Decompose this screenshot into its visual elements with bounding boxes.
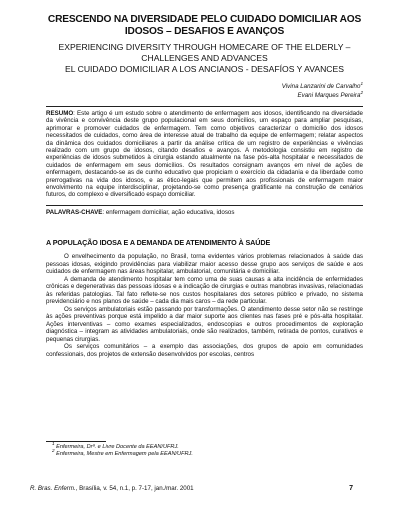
keywords-text: : enfermagem domiciliar, ação educativa, idosos xyxy=(102,208,235,216)
page-number: 7 xyxy=(349,485,353,492)
keywords xyxy=(46,209,363,216)
footnote-rule xyxy=(46,441,106,442)
author-block xyxy=(46,82,363,100)
abstract xyxy=(46,110,363,199)
abstract-label: RESUMO xyxy=(46,110,74,117)
body-paragraph: O envelhecimento da população, no Brasil, torna evidentes vários problemas relacionados à saúde das pessoas idosas, exigindo providências para viabilizar maior acesso desse grupo aos serviços de saúde e aos cuidados de enfermagem nas áreas hospitalar, ambulatorial, comunitária e domiciliar. xyxy=(46,253,363,276)
title-english-line2: CHALLENGES AND ADVANCES xyxy=(141,53,268,63)
citation-details: , Brasília, v. 54, n.1, p. 7-17, jan./mar. 2001 xyxy=(75,485,194,492)
keywords-label: PALAVRAS-CHAVE xyxy=(46,208,103,216)
author-2-mark: 2 xyxy=(360,89,363,95)
body-paragraph: Os serviços ambulatoriais estão passando por transformações. O atendimento desse setor não se restringe às ações preventivas porque está impelido a dar maior suporte aos clientes nas fases pré e pós-alta hospitalar. Ações interventivas – como exames especializados, endoscopias e outros procedimentos de exploração diagnóstica – integram as atividades ambulatoriais, onde são realizados, também, retirada de pontos, curativos e pequenas cirurgias. xyxy=(46,305,363,343)
footnote-2: $^2$ Enfermeira, Mestre em Enfermagem pela EEAN/UFRJ. xyxy=(52,448,193,457)
body-paragraph: A demanda de atendimento hospitalar tem como uma de suas causas a alta incidência de enfermidades crônicas e degenerativas das pessoas idosas e a indicação de cirurgias e outras manobras invasivas, relacionadas às referidas patologias. Tal fato reflete-se nos custos hospitalares dos setores público e privado, no sistema previdenciário e nos planos de saúde – cada dia mais caros – da rede particular. xyxy=(46,275,363,306)
abstract-text: : Este artigo é um estudo sobre o atendimento de enfermagem aos idosos, identificando na diversidade da vivência e convivência deste grupo populacional em seus domicílios, um espaço para ampliar pesquisas, aprimorar e promover cuidados de enfermagem. Tem como objetivos caracterizar o domicílio dos idosos necessitados de cuidados, como área de interesse atual de trabalho da equipe de enfermagem; relatar aspectos da dinâmica dos cuidados domiciliares a partir da análise crítica de um registro de experiências e vivências realizado com um grupo de idosos, citando desafios e avanços. A metodologia consistiu em registro de experiências de idosos submetidos à cirurgia estando atualmente na fase pós-alta hospitalar e necessitados de cuidados de enfermagem em seus domicílios. Os resultados consignam avanços em nível de ações de enfermagem, destacando-se as de cunho educativo que propiciam o exercício da cidadania e da liberdade como prerrogativas na vida dos idosos, e as ético-legais que permitem aos profissionais de enfermagem maior envolvimento na equipe interdisciplinar, projetando-se como presença gratificante na construção de cenários futuros, do complexo e diversificado espaço domiciliar. xyxy=(46,110,363,199)
journal-citation: R. Bras. Enferm. xyxy=(30,485,76,492)
footnote-1: $^1$ Enfermeira, Drª. e Livre Docente da EEAN/UFRJ. xyxy=(52,441,179,450)
body-paragraph: Os serviços comunitários – a exemplo das associações, dos grupos de apoio em comunidades confessionais, dos projetos de extensão desenvolvidos por escolas, centros xyxy=(46,343,363,358)
title-spanish: EL CUIDADO DOMICILIAR A LOS ANCIANOS - DESAFÍOS Y AVANCES xyxy=(65,64,344,74)
title-english-line1: EXPERIENCING DIVERSITY THROUGH HOMECARE OF THE ELDERLY – xyxy=(58,42,351,52)
author-1: Vivina Lanzarini de Carvalho$^1$ xyxy=(281,80,363,90)
abstract-top-rule xyxy=(46,106,363,107)
page-footer xyxy=(30,485,353,493)
author-2: Evani Marques Pereira$^2$ xyxy=(297,89,363,99)
section-title: A POPULAÇÃO IDOSA E A DEMANDA DE ATENDIMENTO À SAÚDE xyxy=(46,238,271,248)
title-portuguese: CRESCENDO NA DIVERSIDADE PELO CUIDADO DOMICILIAR AOS IDOSOS – DESAFIOS E AVANÇOS xyxy=(47,14,362,37)
footnotes xyxy=(46,441,363,458)
abstract-bottom-rule xyxy=(46,205,363,206)
author-1-mark: 1 xyxy=(360,80,363,86)
